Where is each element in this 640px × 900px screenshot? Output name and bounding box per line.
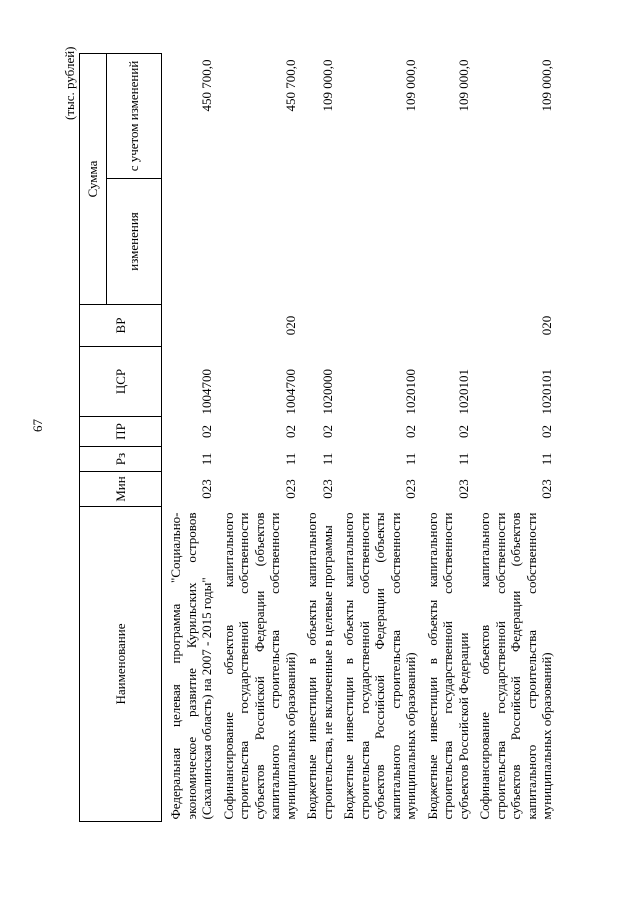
row-pr: 02	[539, 425, 554, 438]
header-csr: ЦСР	[80, 347, 162, 417]
header-sum-group: Сумма	[80, 54, 107, 305]
row-pr: 02	[319, 425, 335, 438]
row-name: Софинансирование объектов капитального строительства государственной собственности субъектов Российской Федерации (объектов капитального строительства собственности муниципальных образований)	[477, 512, 554, 820]
table-row	[475, 54, 559, 822]
table-row	[162, 54, 219, 822]
header-pr: ПР	[80, 417, 162, 447]
row-vr	[339, 305, 423, 347]
row-with-changes: 450 700,0	[282, 59, 298, 112]
header-name: Наименование	[80, 507, 162, 822]
row-changes	[475, 179, 559, 305]
row-csr: 1004700	[199, 369, 214, 415]
row-changes	[339, 179, 423, 305]
row-with-changes: 109 000,0	[539, 59, 554, 112]
units-label: (тыс. рублей)	[62, 46, 77, 120]
row-pr: 02	[403, 425, 418, 438]
row-min: 023	[282, 479, 298, 499]
row-csr: 1020100	[403, 369, 418, 415]
table-row	[423, 54, 476, 822]
row-vr	[423, 305, 476, 347]
row-rz: 11	[199, 452, 214, 466]
table-body	[162, 54, 559, 822]
row-min: 023	[319, 479, 335, 499]
row-changes	[302, 179, 339, 305]
row-rz: 11	[455, 452, 471, 466]
row-pr: 02	[455, 425, 471, 438]
row-vr	[302, 305, 339, 347]
table-row	[302, 54, 339, 822]
row-with-changes: 109 000,0	[319, 59, 335, 112]
table-row	[339, 54, 423, 822]
row-name: Софинансирование объектов капитального строительства государственной собственности субъектов Российской Федерации (объектов капитального строительства собственности муниципальных образований)	[220, 512, 298, 820]
row-rz: 11	[319, 452, 335, 466]
header-rz: Рз	[80, 447, 162, 472]
header-with-changes: с учетом изменений	[107, 54, 162, 179]
header-vr: ВР	[80, 305, 162, 347]
page-number: 67	[30, 419, 45, 432]
row-rz: 11	[282, 452, 298, 466]
row-pr: 02	[199, 425, 214, 438]
row-changes	[219, 179, 303, 305]
budget-table	[79, 53, 559, 822]
header-min: Мин	[80, 472, 162, 507]
table-row	[219, 54, 303, 822]
header-changes: изменения	[107, 179, 162, 305]
row-rz: 11	[403, 452, 418, 466]
row-min: 023	[199, 479, 214, 499]
row-vr: 020	[539, 315, 554, 336]
row-name: Федеральная целевая программа "Социально-экономическое развитие Курильских островов (Сахалинская область) на 2007 - 2015 годы"	[168, 512, 214, 820]
row-rz: 11	[539, 452, 554, 466]
row-csr: 1020101	[455, 369, 471, 415]
row-name: Бюджетные инвестиции в объекты капитального строительства, не включенные в целевые программы	[304, 512, 335, 820]
row-vr: 020	[282, 315, 298, 336]
row-csr: 1020101	[539, 369, 554, 415]
row-csr: 1004700	[282, 369, 298, 415]
row-changes	[423, 179, 476, 305]
row-min: 023	[403, 479, 418, 499]
row-min: 023	[455, 479, 471, 499]
row-vr	[162, 305, 219, 347]
row-changes	[162, 179, 219, 305]
row-pr: 02	[282, 425, 298, 438]
row-with-changes: 109 000,0	[403, 59, 418, 112]
row-name: Бюджетные инвестиции в объекты капитального строительства государственной собственности субъектов Российской Федерации (объекты капитального строительства собственности муниципальных образований)	[341, 512, 418, 820]
row-with-changes: 109 000,0	[455, 59, 471, 112]
row-min: 023	[539, 479, 554, 499]
row-with-changes: 450 700,0	[199, 59, 214, 112]
row-name: Бюджетные инвестиции в объекты капитального строительства государственной собственности субъектов Российской Федерации	[424, 512, 471, 820]
row-csr: 1020000	[319, 369, 335, 415]
